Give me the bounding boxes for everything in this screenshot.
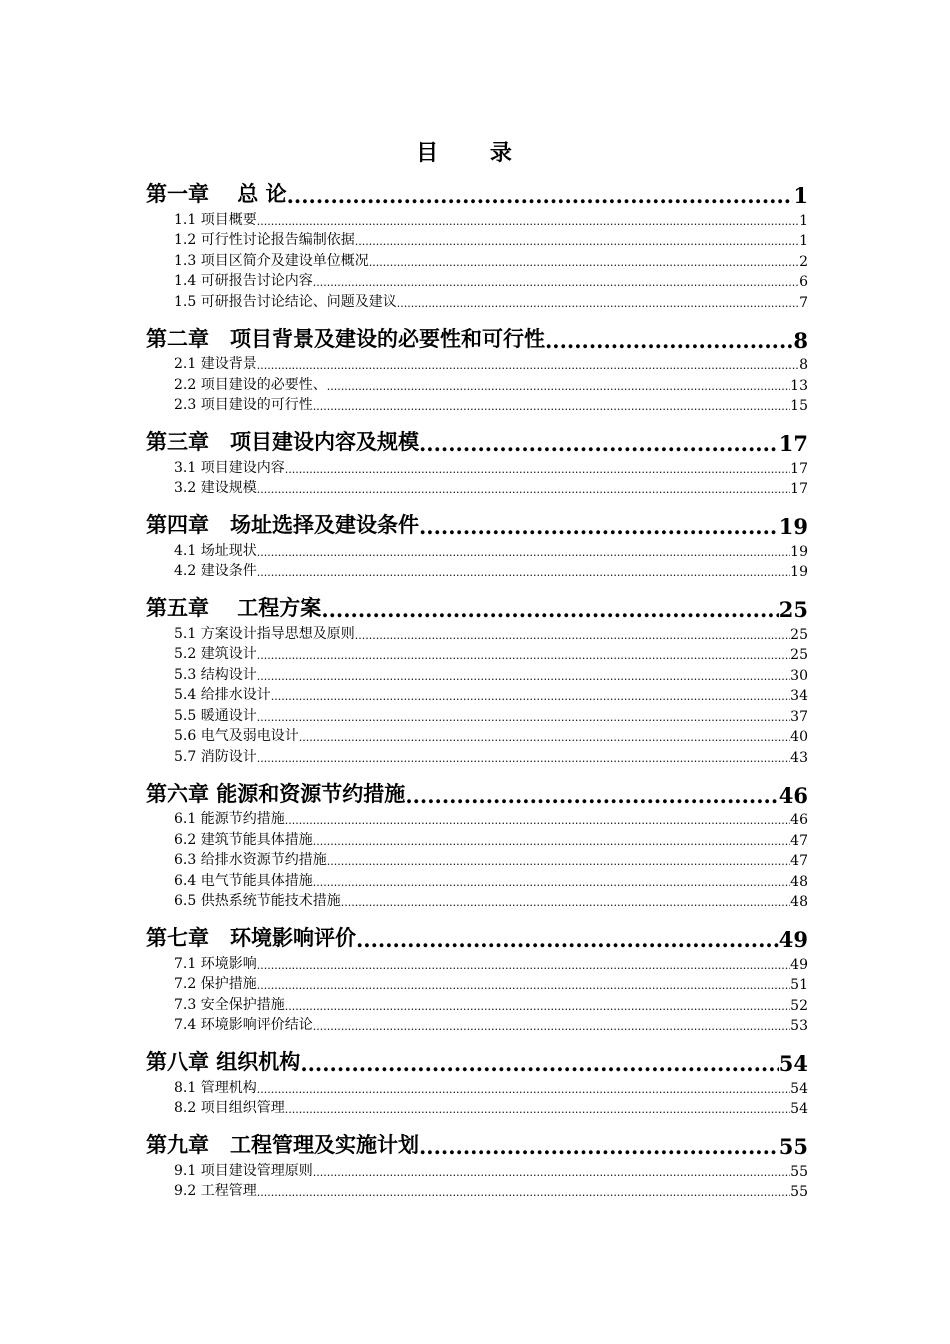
- section-title: 7.2 保护措施: [174, 976, 257, 992]
- dot-leader: [257, 483, 790, 497]
- section-title: 4.1 场址现状: [174, 542, 257, 559]
- chapter-page-number: 25: [778, 597, 808, 622]
- section-title: 6.5 供热系统节能技术措施: [174, 893, 341, 909]
- toc-section-entry[interactable]: [146, 808, 808, 829]
- section-page-number: 17: [790, 460, 808, 477]
- dot-leader: [287, 183, 794, 208]
- section-title: 1.2 可行性讨论报告编制依据: [174, 232, 355, 248]
- dot-leader: [321, 597, 778, 622]
- chapter-page-number: 8: [793, 327, 808, 353]
- toc-section-entry[interactable]: [146, 1097, 808, 1118]
- toc-section-entry[interactable]: [146, 745, 808, 766]
- dot-leader: [257, 359, 799, 373]
- section-title: 6.2 建筑节能具体措施: [174, 831, 313, 848]
- chapter-page-number: 55: [778, 1134, 808, 1159]
- section-title: 1.5 可研报告讨论结论、问题及建议: [174, 293, 397, 310]
- chapter-title: 第四章 场址选择及建设条件: [146, 512, 419, 537]
- dot-leader: [419, 431, 779, 456]
- dot-leader: [299, 731, 790, 745]
- section-page-number: 49: [790, 956, 808, 973]
- section-page-number: 1: [799, 233, 808, 249]
- toc-title: 目 录: [416, 140, 534, 166]
- toc-chapter-entry[interactable]: [146, 426, 808, 456]
- chapter-page-number: 54: [778, 1051, 808, 1076]
- section-page-number: 46: [790, 812, 808, 828]
- section-page-number: 15: [790, 398, 808, 414]
- toc-section-entry[interactable]: [146, 394, 808, 415]
- chapter-page-number: 46: [778, 782, 808, 808]
- dot-leader: [313, 876, 790, 890]
- section-page-number: 48: [790, 894, 808, 910]
- section-page-number: 25: [790, 626, 808, 643]
- section-page-number: 51: [790, 977, 808, 993]
- chapter-page-number: 49: [778, 927, 808, 952]
- toc-section-entry[interactable]: [146, 353, 808, 374]
- dot-leader: [257, 546, 790, 560]
- chapter-title: 第五章 工程方案: [146, 595, 322, 620]
- section-title: 5.3 结构设计: [174, 666, 257, 683]
- section-page-number: 52: [790, 997, 808, 1014]
- section-title: 2.1 建设背景: [174, 356, 257, 372]
- section-title: 5.1 方案设计指导思想及原则: [174, 625, 355, 642]
- section-title: 7.1 环境影响: [174, 955, 257, 972]
- dot-leader: [356, 927, 779, 952]
- section-page-number: 47: [790, 832, 808, 849]
- toc-chapter-entry[interactable]: [146, 592, 808, 622]
- toc-section-entry[interactable]: [146, 208, 808, 229]
- toc-section-entry[interactable]: [146, 290, 808, 311]
- chapter-title: 第七章 环境影响评价: [146, 925, 356, 950]
- dot-leader: [419, 1134, 779, 1159]
- section-title: 7.3 安全保护措施: [174, 996, 285, 1013]
- chapter-page-number: 19: [778, 514, 808, 539]
- dot-leader: [257, 752, 790, 766]
- section-title: 6.4 电气节能具体措施: [174, 872, 313, 889]
- section-title: 9.1 项目建设管理原则: [174, 1162, 313, 1179]
- toc-section-entry[interactable]: [146, 373, 808, 394]
- section-page-number: 19: [790, 564, 808, 580]
- chapter-title: 第六章 能源和资源节约措施: [146, 780, 406, 806]
- dot-leader: [271, 690, 790, 704]
- section-page-number: 40: [790, 729, 808, 745]
- toc-section-entry[interactable]: [146, 869, 808, 890]
- section-title: 8.1 管理机构: [174, 1079, 257, 1096]
- dot-leader: [341, 896, 790, 910]
- section-page-number: 37: [790, 708, 808, 725]
- dot-leader: [313, 400, 790, 414]
- dot-leader: [369, 256, 799, 270]
- section-page-number: 55: [790, 1184, 808, 1200]
- dot-leader: [285, 1103, 790, 1117]
- section-title: 9.2 工程管理: [174, 1183, 257, 1199]
- dot-leader: [355, 235, 799, 249]
- dot-leader: [257, 670, 790, 684]
- toc-section-entry[interactable]: [146, 643, 808, 664]
- toc-chapter-entry[interactable]: [146, 922, 808, 952]
- toc-section-entry[interactable]: [146, 622, 808, 643]
- toc-chapter-entry[interactable]: [146, 509, 808, 539]
- section-page-number: 1: [799, 212, 808, 229]
- section-page-number: 7: [799, 294, 808, 311]
- section-title: 7.4 环境影响评价结论: [174, 1017, 313, 1033]
- section-page-number: 54: [790, 1080, 808, 1097]
- dot-leader: [397, 297, 799, 311]
- toc-section-entry[interactable]: [146, 560, 808, 581]
- toc-chapter-entry[interactable]: [146, 323, 808, 353]
- section-title: 2.3 项目建设的可行性: [174, 397, 313, 413]
- section-title: 3.1 项目建设内容: [174, 459, 285, 476]
- chapter-title: 第九章 工程管理及实施计划: [146, 1132, 419, 1157]
- dot-leader: [419, 514, 779, 539]
- chapter-title: 第二章 项目背景及建设的必要性和可行性: [146, 325, 545, 351]
- dot-leader: [313, 1166, 790, 1180]
- dot-leader: [257, 1083, 790, 1097]
- section-page-number: 54: [790, 1101, 808, 1117]
- dot-leader: [257, 979, 790, 993]
- section-title: 6.3 给排水资源节约措施: [174, 852, 327, 868]
- section-page-number: 13: [790, 377, 808, 394]
- toc-chapter-entry[interactable]: [146, 178, 808, 208]
- section-page-number: 25: [790, 647, 808, 663]
- section-page-number: 30: [790, 667, 808, 684]
- dot-leader: [327, 855, 790, 869]
- section-page-number: 17: [790, 481, 808, 497]
- toc-section-entry[interactable]: [146, 890, 808, 911]
- toc-chapter-entry[interactable]: [146, 1129, 808, 1159]
- dot-leader: [545, 328, 793, 353]
- chapter-page-number: 17: [778, 431, 808, 456]
- section-title: 5.2 建筑设计: [174, 646, 257, 662]
- dot-leader: [257, 711, 790, 725]
- section-page-number: 2: [799, 253, 808, 270]
- toc-section-entry[interactable]: [146, 684, 808, 705]
- chapter-title: 第一章 总 论: [146, 181, 287, 206]
- toc-chapter-entry[interactable]: [146, 1046, 808, 1076]
- section-page-number: 53: [790, 1018, 808, 1034]
- toc-section-entry[interactable]: [146, 704, 808, 725]
- section-title: 5.4 给排水设计: [174, 687, 271, 703]
- section-page-number: 47: [790, 853, 808, 869]
- dot-leader: [285, 463, 790, 477]
- dot-leader: [313, 1020, 790, 1034]
- toc-section-entry[interactable]: [146, 828, 808, 849]
- section-title: 4.2 建设条件: [174, 563, 257, 579]
- section-title: 1.4 可研报告讨论内容: [174, 273, 313, 289]
- toc-chapter-entry[interactable]: [146, 778, 808, 808]
- dot-leader: [257, 649, 790, 663]
- dot-leader: [313, 835, 790, 849]
- section-title: 5.7 消防设计: [174, 748, 257, 765]
- toc-section-entry[interactable]: [146, 249, 808, 270]
- toc-section-entry[interactable]: [146, 270, 808, 291]
- chapter-title: 第三章 项目建设内容及规模: [146, 429, 419, 454]
- section-title: 3.2 建设规模: [174, 480, 257, 496]
- toc-section-entry[interactable]: [146, 1076, 808, 1097]
- section-title: 1.3 项目区简介及建设单位概况: [174, 252, 369, 269]
- toc-section-entry[interactable]: [146, 725, 808, 746]
- dot-leader: [300, 1051, 778, 1076]
- toc-section-entry[interactable]: [146, 663, 808, 684]
- section-page-number: 8: [799, 357, 808, 373]
- dot-leader: [257, 1186, 790, 1200]
- toc-section-entry[interactable]: [146, 229, 808, 250]
- section-page-number: 34: [790, 688, 808, 704]
- toc-section-entry[interactable]: [146, 1014, 808, 1035]
- chapter-page-number: 1: [793, 183, 808, 208]
- toc-section-entry[interactable]: [146, 849, 808, 870]
- toc-section-entry[interactable]: [146, 973, 808, 994]
- dot-leader: [285, 1000, 790, 1014]
- dot-leader: [405, 783, 778, 808]
- toc-section-entry[interactable]: [146, 1159, 808, 1180]
- section-title: 5.5 暖通设计: [174, 707, 257, 724]
- section-page-number: 48: [790, 873, 808, 890]
- toc-section-entry[interactable]: [146, 539, 808, 560]
- dot-leader: [313, 276, 799, 290]
- toc-section-entry[interactable]: [146, 993, 808, 1014]
- table-of-contents: [146, 178, 808, 1200]
- toc-section-entry[interactable]: [146, 952, 808, 973]
- section-page-number: 55: [790, 1163, 808, 1180]
- section-title: 1.1 项目概要: [174, 211, 257, 228]
- section-title: 6.1 能源节约措施: [174, 811, 285, 827]
- section-page-number: 6: [799, 274, 808, 290]
- toc-section-entry[interactable]: [146, 1180, 808, 1201]
- dot-leader: [257, 566, 790, 580]
- section-title: 8.2 项目组织管理: [174, 1100, 285, 1116]
- dot-leader: [327, 380, 790, 394]
- dot-leader: [285, 814, 790, 828]
- section-title: 5.6 电气及弱电设计: [174, 728, 299, 744]
- toc-section-entry[interactable]: [146, 477, 808, 498]
- dot-leader: [355, 629, 790, 643]
- dot-leader: [257, 959, 790, 973]
- section-page-number: 19: [790, 543, 808, 560]
- chapter-title: 第八章 组织机构: [146, 1049, 301, 1074]
- section-title: 2.2 项目建设的必要性、: [174, 376, 327, 393]
- dot-leader: [257, 215, 799, 229]
- toc-section-entry[interactable]: [146, 456, 808, 477]
- section-page-number: 43: [790, 749, 808, 766]
